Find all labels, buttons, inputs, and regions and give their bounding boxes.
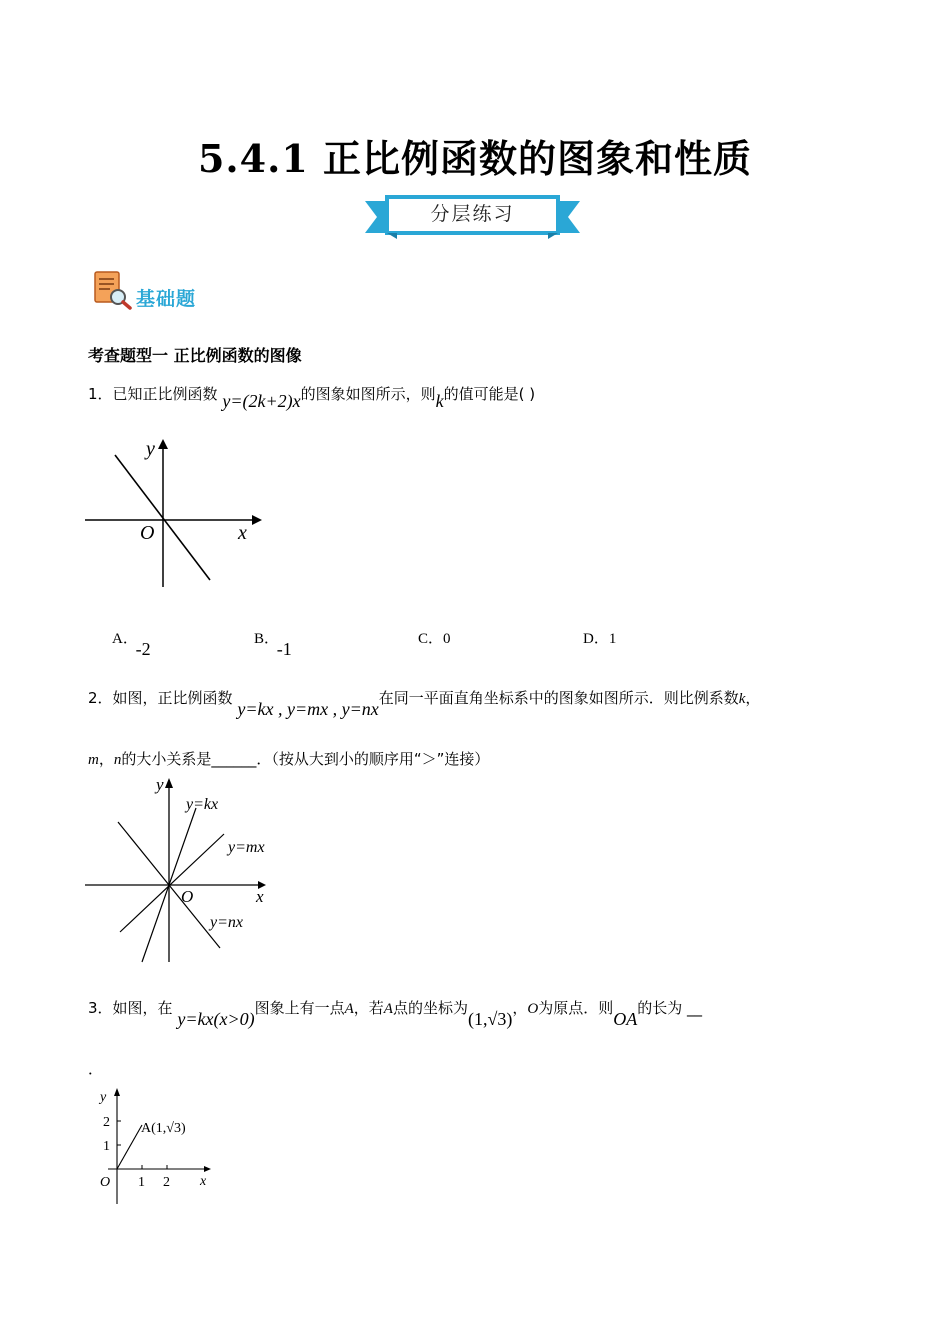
- origin-label: O: [100, 1175, 111, 1190]
- option-value: -2: [135, 639, 151, 659]
- question-text: 的长为: [637, 999, 683, 1017]
- x-tick-2: 2: [163, 1175, 170, 1190]
- level-label: 基础题: [136, 288, 197, 310]
- question-text: 已知正比例函数: [112, 385, 218, 403]
- x-axis-label: x: [238, 522, 247, 544]
- line-label-mx: y=mx: [228, 839, 265, 856]
- variable-k: k: [738, 691, 746, 707]
- q3-graph: [88, 1082, 228, 1207]
- punctuation: ，: [745, 689, 761, 707]
- option-letter: A．: [112, 631, 138, 647]
- q2-graph: [80, 772, 290, 967]
- question-text: 的图象如图所示，则: [300, 385, 436, 403]
- segment-oa: OA: [613, 1009, 638, 1029]
- question-3-text: [88, 997, 703, 1029]
- y-tick-1: 1: [103, 1139, 110, 1154]
- question-number: 3．: [88, 999, 113, 1017]
- option-value: -1: [276, 639, 292, 659]
- question-text: 的值可能是( ): [443, 385, 536, 403]
- formula: y=kx(x>0): [177, 1009, 255, 1029]
- line-label-nx: y=nx: [210, 914, 243, 931]
- point-a: A: [344, 1001, 354, 1017]
- variable-n: n: [113, 752, 122, 768]
- origin-var: O: [527, 1001, 539, 1017]
- x-axis-label: x: [256, 887, 264, 906]
- q1-graph: [80, 435, 270, 595]
- y-axis-label: y: [100, 1090, 107, 1105]
- answer-blank[interactable]: __: [687, 999, 703, 1017]
- question-2-text: [88, 687, 761, 719]
- option-d[interactable]: [583, 627, 616, 648]
- question-text: ．（按从大到小的顺序用“＞”连接）: [256, 750, 490, 768]
- option-letter: D．: [583, 631, 609, 647]
- question-text: 点的坐标为: [392, 999, 468, 1017]
- question-text: 如图，在: [112, 999, 173, 1017]
- question-3-end: ．: [88, 1060, 104, 1078]
- punctuation: ，: [98, 750, 114, 768]
- origin-label: O: [140, 522, 155, 544]
- document-magnifier-icon: [92, 270, 132, 310]
- point-a: A: [383, 1001, 393, 1017]
- question-text: 为原点．则: [538, 999, 614, 1017]
- origin-label: O: [181, 887, 194, 906]
- section-heading: 考查题型一 正比例函数的图像: [88, 346, 302, 365]
- punctuation: ，: [512, 999, 528, 1017]
- page-title: 5.4.1 正比例函数的图象和性质: [197, 136, 752, 181]
- question-number: 1．: [88, 385, 113, 403]
- banner-label: 分层练习: [430, 203, 515, 225]
- question-text: ，若: [353, 999, 384, 1017]
- line-label-kx: y=kx: [186, 796, 219, 813]
- variable: k: [435, 391, 444, 411]
- option-letter: C．: [418, 631, 444, 647]
- formula: y=(2k+2)x: [222, 391, 301, 411]
- question-text: 的大小关系是: [121, 750, 212, 768]
- question-number: 2．: [88, 689, 113, 707]
- question-text: 如图，正比例函数: [112, 689, 233, 707]
- formula: y=kx , y=mx , y=nx: [237, 699, 379, 719]
- question-text: 图象上有一点: [254, 999, 345, 1017]
- y-axis-label: y: [146, 438, 155, 460]
- option-c[interactable]: [418, 627, 451, 648]
- variable-m: m: [88, 752, 99, 768]
- point-label: A(1,√3): [141, 1121, 186, 1136]
- y-tick-2: 2: [103, 1115, 110, 1130]
- option-b[interactable]: [254, 627, 298, 659]
- x-tick-1: 1: [138, 1175, 145, 1190]
- answer-blank[interactable]: ______: [211, 750, 257, 768]
- coordinate: (1,√3): [467, 1009, 513, 1029]
- option-value: 0: [443, 631, 451, 647]
- option-a[interactable]: [112, 627, 157, 659]
- x-axis-label: x: [200, 1174, 207, 1189]
- question-2-line2: [88, 748, 489, 769]
- question-text: 在同一平面直角坐标系中的图象如图所示．则比例系数: [378, 689, 739, 707]
- option-letter: B．: [254, 631, 280, 647]
- y-axis-label: y: [156, 775, 164, 794]
- option-value: 1: [608, 631, 617, 647]
- question-1-text: [88, 383, 536, 411]
